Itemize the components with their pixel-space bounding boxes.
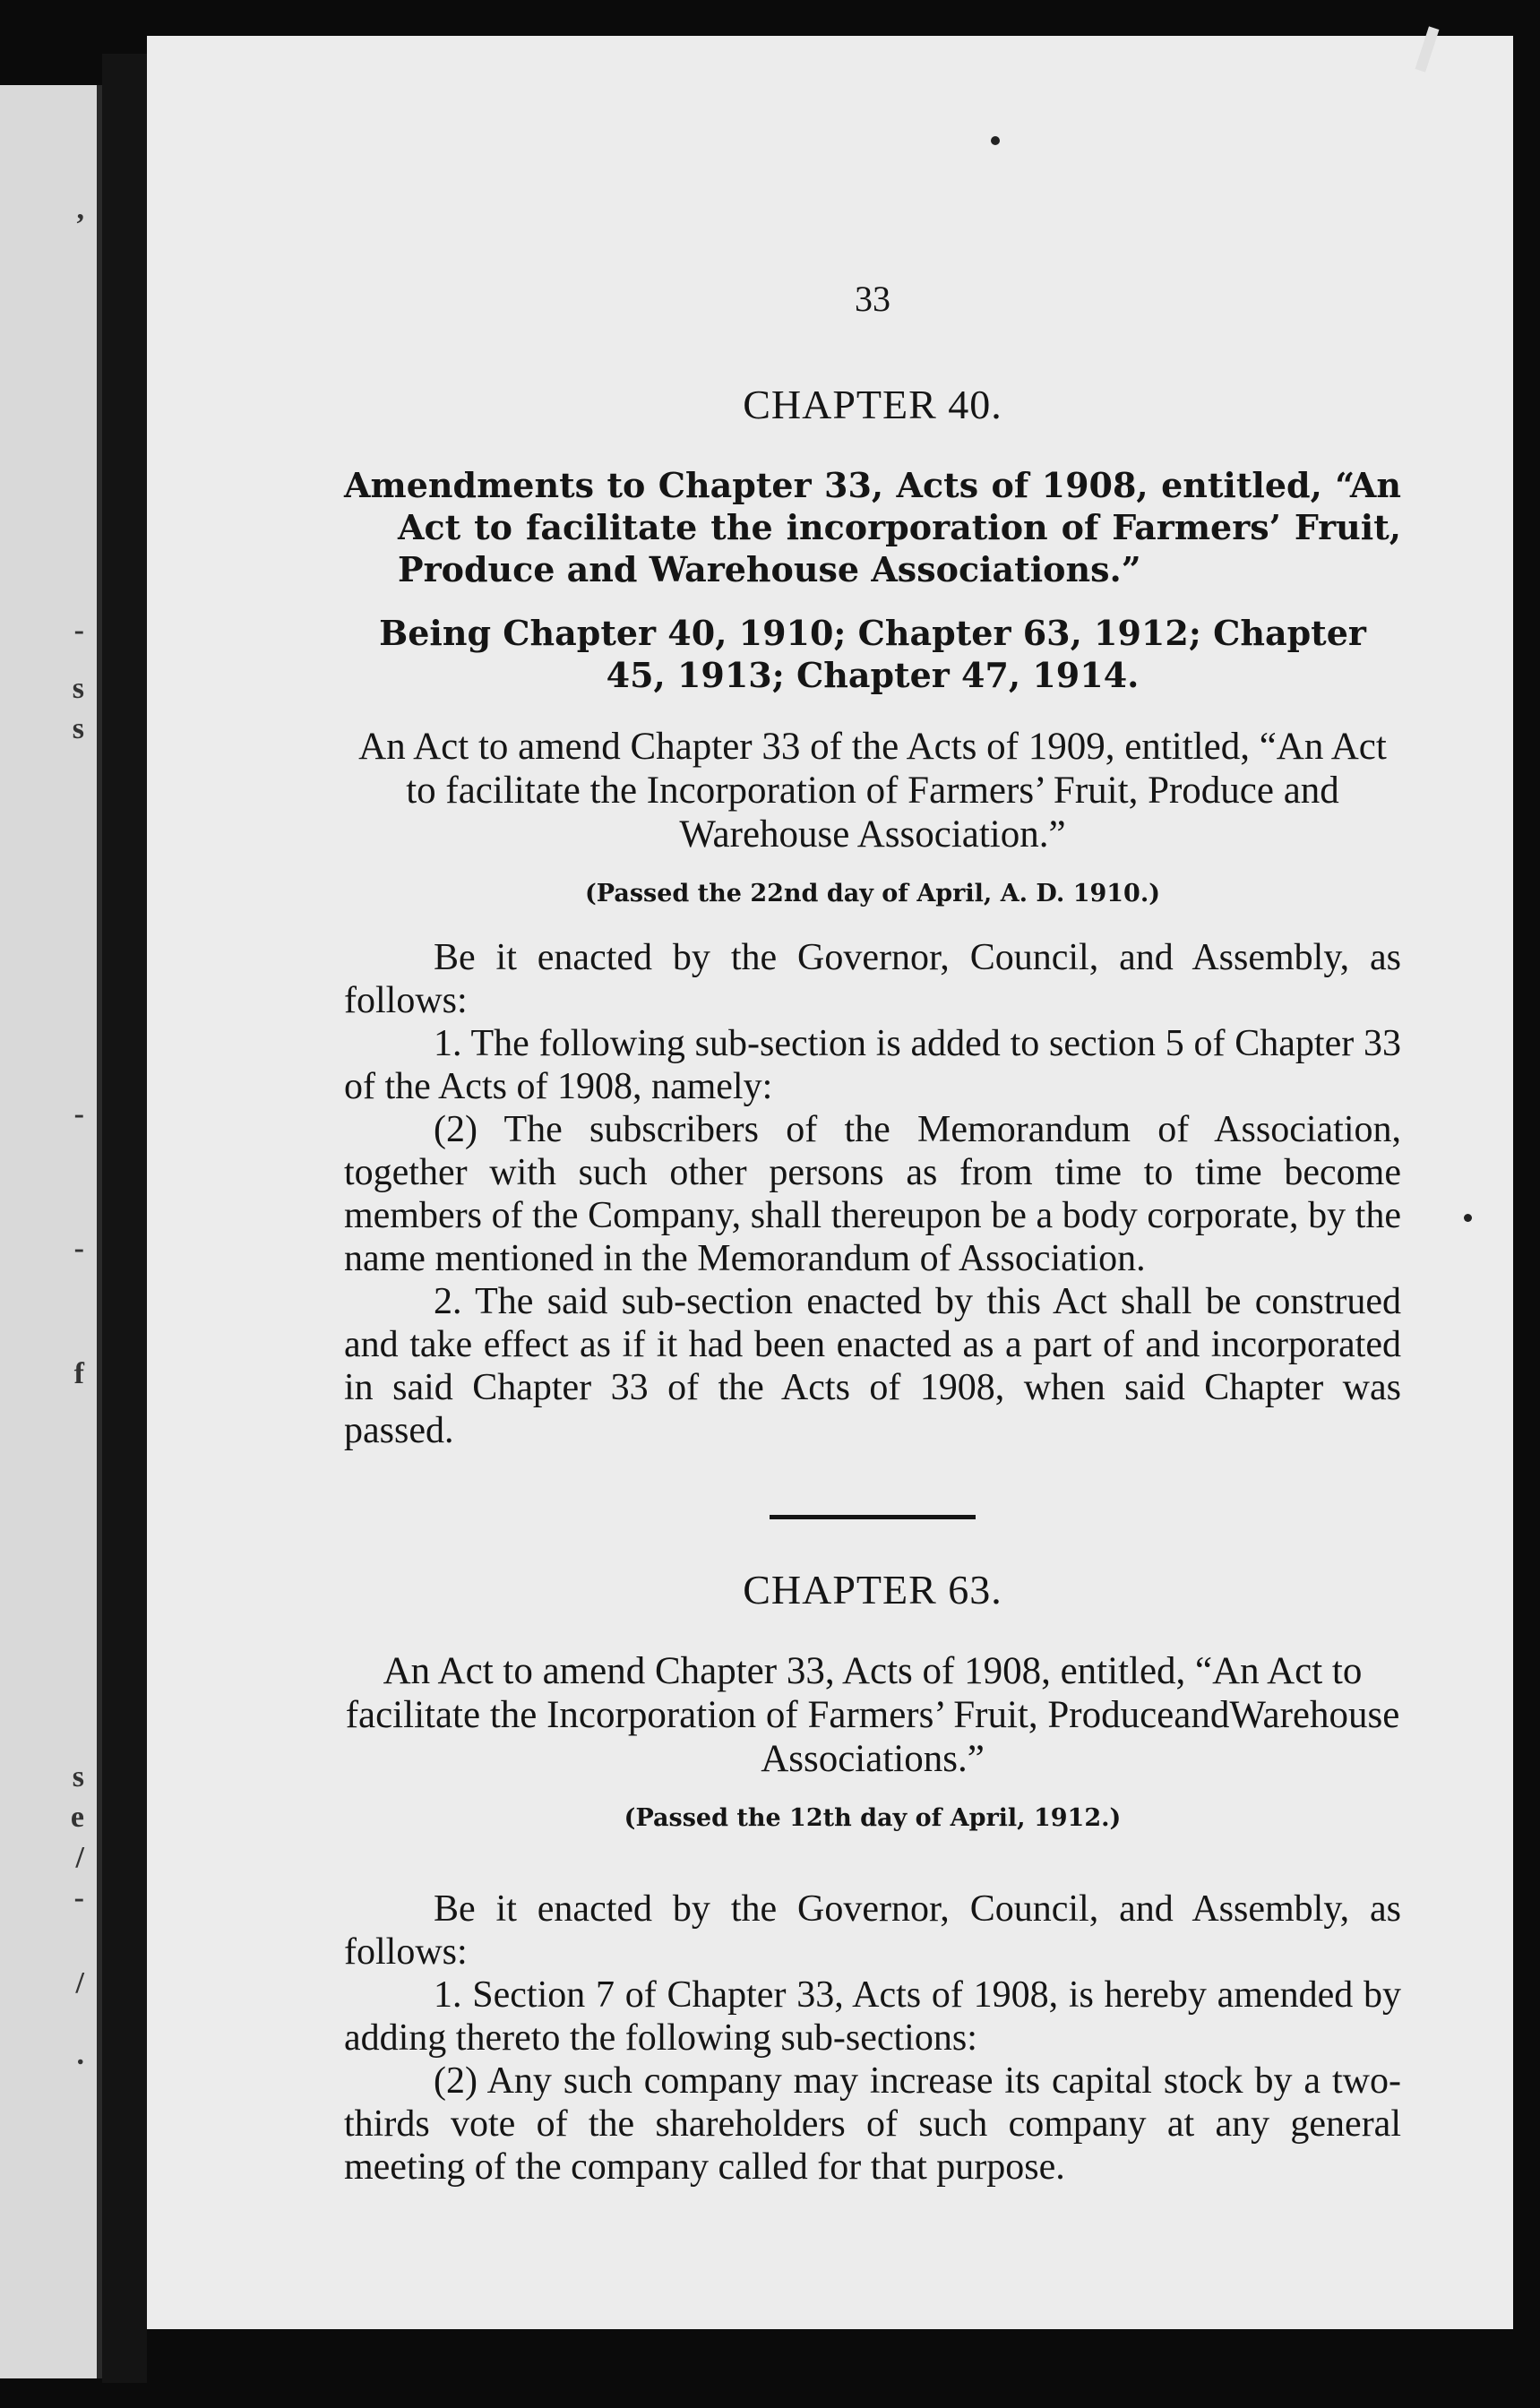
margin-mark: . bbox=[76, 2038, 84, 2071]
act-title: An Act to amend Chapter 33, Acts of 1908, entitled, “An Act to facilitate the Incorporation of Farmers’ Fruit, ProduceandWarehouse Associations.” bbox=[345, 1650, 1400, 1780]
enacting-clause: Be it enacted by the Governor, Council, and Assembly, as follows: bbox=[344, 937, 1401, 1021]
section-paragraph: (2) The subscribers of the Memorandum of Association, together with such other persons as from time to time become members of the Company, shall thereupon be a body corporate, by the name mentioned in the Memorandum of Association. bbox=[344, 1109, 1401, 1279]
chapter-40-section bbox=[344, 381, 1401, 1452]
margin-mark: / bbox=[75, 1841, 84, 1874]
margin-mark: / bbox=[75, 1966, 84, 2000]
section-paragraph: (2) Any such company may increase its capital stock by a two-thirds vote of the shareholders of such company at any general meeting of the company called for that purpose. bbox=[344, 2060, 1401, 2188]
ink-speck bbox=[991, 136, 1000, 145]
left-page-edge bbox=[0, 85, 102, 2378]
passed-date: (Passed the 12th day of April, 1912.) bbox=[624, 1804, 1122, 1832]
margin-mark: , bbox=[76, 193, 84, 226]
book-gutter bbox=[102, 54, 147, 2383]
margin-mark: - bbox=[73, 1232, 84, 1265]
chapter-heading: CHAPTER 63. bbox=[743, 1567, 1002, 1612]
margin-mark: e bbox=[70, 1801, 84, 1834]
amendments-heading: Amendments to Chapter 33, Acts of 1908, entitled, “An Act to facilitate the incorporation of Farmers’ Fruit, Produce and Warehouse Associations.” bbox=[344, 465, 1401, 589]
passed-date: (Passed the 22nd day of April, A. D. 1910.) bbox=[584, 880, 1161, 907]
margin-mark: - bbox=[73, 614, 84, 647]
chapter-heading: CHAPTER 40. bbox=[743, 382, 1002, 427]
being-chapters: Being Chapter 40, 1910; Chapter 63, 1912; Chapter 45, 1913; Chapter 47, 1914. bbox=[379, 613, 1366, 695]
document-page bbox=[147, 36, 1513, 2329]
act-title: An Act to amend Chapter 33 of the Acts of 1909, entitled, “An Act to facilitate the Incorporation of Farmers’ Fruit, Produce and Warehouse Association.” bbox=[358, 726, 1387, 856]
page-content bbox=[344, 278, 1401, 2189]
chapter-divider bbox=[770, 1515, 976, 1519]
margin-mark: s bbox=[72, 672, 84, 705]
enacting-clause: Be it enacted by the Governor, Council, and Assembly, as follows: bbox=[344, 1888, 1401, 1973]
ink-speck bbox=[1464, 1214, 1472, 1222]
section-paragraph: 1. The following sub-section is added to section 5 of Chapter 33 of the Acts of 1908, namely: bbox=[344, 1023, 1401, 1107]
margin-mark: f bbox=[73, 1357, 84, 1390]
section-paragraph: 2. The said sub-section enacted by this Act shall be construed and take effect as if it had been enacted as a part of and incorporated in said Chapter 33 of the Acts of 1908, when said Chapter was passed. bbox=[344, 1281, 1401, 1451]
page-number: 33 bbox=[855, 279, 890, 319]
margin-mark: s bbox=[72, 712, 84, 745]
section-paragraph: 1. Section 7 of Chapter 33, Acts of 1908, is hereby amended by adding thereto the following sub-sections: bbox=[344, 1974, 1401, 2059]
chapter-63-section bbox=[344, 1566, 1401, 2189]
margin-mark: s bbox=[72, 1760, 84, 1793]
margin-mark: - bbox=[73, 1881, 84, 1914]
margin-mark: - bbox=[73, 1097, 84, 1131]
